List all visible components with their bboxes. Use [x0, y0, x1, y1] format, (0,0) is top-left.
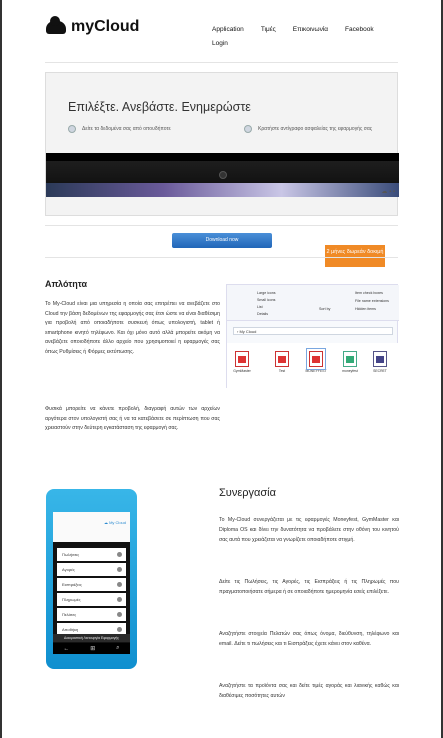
file-item	[369, 351, 391, 373]
pdf-file-icon	[309, 351, 323, 367]
ribbon-item-checkboxes: Item check boxes	[355, 291, 383, 295]
section-cooperation-text-4: Αναζητήστε τα προϊόντα σας και δείτε τιμές αγοράς και λιανικής καθώς και διαθέσιμες ποσότητες αυτών	[219, 683, 399, 699]
hero-title: Επιλέξτε. Ανεβάστε. Ενημερώστε	[68, 100, 251, 114]
phone-screen-strip	[46, 183, 399, 197]
phone-menu-item: Αγορές	[57, 563, 126, 576]
file-item	[305, 351, 327, 373]
file-explorer-screenshot	[226, 284, 398, 388]
divider	[45, 257, 398, 258]
address-text: My Cloud	[239, 329, 257, 334]
nav-prices[interactable]: Τιμές	[260, 26, 276, 33]
cloud-icon	[46, 21, 66, 34]
file-name: moneyfest	[342, 369, 358, 373]
brand-name: myCloud	[71, 18, 140, 35]
phone-menu-item: Εισπράξεις	[57, 578, 126, 591]
section-simplicity-text-1: Το My-Cloud είναι μια υπηρεσία η οποία σας επιτρέπει να ανεβάζετε στο Cloud την βάση δεδομένων της εφαρμογής σας έτσι ώστε να είναι διαθέσιμη για προβολή από οποιαδήποτε συσκευή όπως υπολογιστή, tablet ή smartphone κινητό τηλέφωνο. Και όχι μόνο αυτό αλλά μπορείτε ακόμη να ανεβάζετε οποιοδήποτε άλλο αρχείο που χρησιμοποιεί η εφαρμογές σας όπως Ρυθμίσεις ή Φόρμες εκτύπωσης.	[45, 301, 220, 355]
file-item	[339, 351, 361, 373]
download-button[interactable]: Download now	[172, 233, 272, 248]
logo[interactable]	[46, 18, 139, 36]
pdf-file-icon	[235, 351, 249, 367]
phone-app-header: ☁ My Cloud	[53, 512, 130, 542]
divider	[45, 225, 398, 226]
nav-application[interactable]: Application	[212, 26, 244, 33]
pdf-file-icon	[275, 351, 289, 367]
ribbon-details: Details	[257, 312, 268, 316]
file-name: GymMaster	[233, 369, 251, 373]
phone-menu-item: Πωλήσεις	[57, 548, 126, 561]
phone-mockup	[46, 489, 137, 669]
hero-feature-2-text: Κρατήστε αντίγραφο ασφαλείας της εφαρμογής σας	[258, 126, 373, 132]
search-icon: ⌕	[116, 645, 120, 651]
social-icons: ☁ ▪ ▪	[381, 189, 395, 195]
ribbon-file-extensions: File name extensions	[355, 299, 389, 303]
section-simplicity-text-2: Φυσικά μπορείτε να κάνετε προβολή, διαγραφή αυτών των αρχείων αργότερα στον υπολογιστή σας ή να τα κατεβάσετε σε περίπτωση που σας χρειαστούν στην δεύτερη εγκατάσταση της εφαρμογή σας.	[45, 406, 220, 431]
spreadsheet-file-icon	[343, 351, 357, 367]
hero-feature-1	[68, 125, 171, 133]
phone-screen	[53, 512, 130, 654]
phone-menu	[57, 548, 126, 638]
main-nav	[212, 23, 382, 51]
phone-keys	[53, 643, 130, 654]
back-icon: ←	[63, 645, 70, 652]
divider	[45, 62, 398, 63]
nav-login[interactable]: Login	[212, 40, 228, 47]
info-icon	[244, 125, 252, 133]
section-cooperation-text-2: Δείτε τις Πωλήσεις, τις Αγορές, τις Εισπράξεις ή τις Πληρωμές που πραγματοποιήσατε σήμερα ή σε οποιαδήποτε ημερομηνία εσείς επιλέξετε.	[219, 579, 399, 595]
ribbon-small-icons: Small icons	[257, 298, 276, 302]
phone-menu-item: Πελάτες	[57, 608, 126, 621]
nav-facebook[interactable]: Facebook	[345, 26, 374, 33]
file-list	[227, 343, 399, 389]
document-file-icon	[373, 351, 387, 367]
phone-menu-item: Αποθήκη	[57, 623, 126, 636]
section-cooperation-text-3: Αναζητήστε στοιχεία Πελατών σας όπως όνομα, διεύθυνση, τηλέφωνο και email. Δείτε τι πωλήσεις και τι Εισπράξεις έχετε κάνει στον καθένα.	[219, 631, 399, 647]
ribbon-hidden-items: Hidden items	[355, 307, 376, 311]
camera-icon	[219, 171, 227, 179]
address-bar: › My Cloud	[233, 327, 393, 335]
ribbon-large-icons: Large icons	[257, 291, 276, 295]
file-name: Test	[278, 369, 286, 373]
phone-footer: Δοκιμαστική Λειτουργία Εφαρμογής	[53, 634, 130, 642]
file-item	[231, 351, 253, 373]
file-item	[271, 351, 293, 373]
info-icon	[68, 125, 76, 133]
file-name: SECRET	[373, 369, 387, 373]
free-trial-button[interactable]: 2 μήνες δωρεάν δοκιμή	[325, 245, 385, 267]
nav-contact[interactable]: Επικοινωνία	[292, 26, 329, 33]
file-name: MONEYFEST	[305, 369, 327, 373]
section-cooperation-title: Συνεργασία	[219, 487, 276, 499]
hero-feature-1-text: Δείτε τα δεδομένα σας από οπουδήποτε	[82, 126, 171, 132]
home-icon: ⊞	[90, 646, 96, 652]
section-simplicity-title: Απλότητα	[45, 279, 88, 289]
hero-feature-2	[244, 125, 372, 133]
ribbon-list: List	[257, 305, 263, 309]
explorer-ribbon	[227, 285, 399, 321]
section-cooperation-text-1: Το My-Cloud συνεργάζεται με τις εφαρμογές Moneyfest, GymMaster και Diploma OS και δίνει την δυνατότητα να προβάλετε στην οθόνη του κινητού σας αυτά που χρειάζεται να γνωρίζετε οποιαδήποτε στιγμή.	[219, 517, 399, 543]
phone-brand: My Cloud	[109, 520, 126, 525]
phone-menu-item: Πληρωμές	[57, 593, 126, 606]
phone-top-edge	[46, 153, 399, 161]
ribbon-sort-by: Sort by	[319, 307, 331, 311]
